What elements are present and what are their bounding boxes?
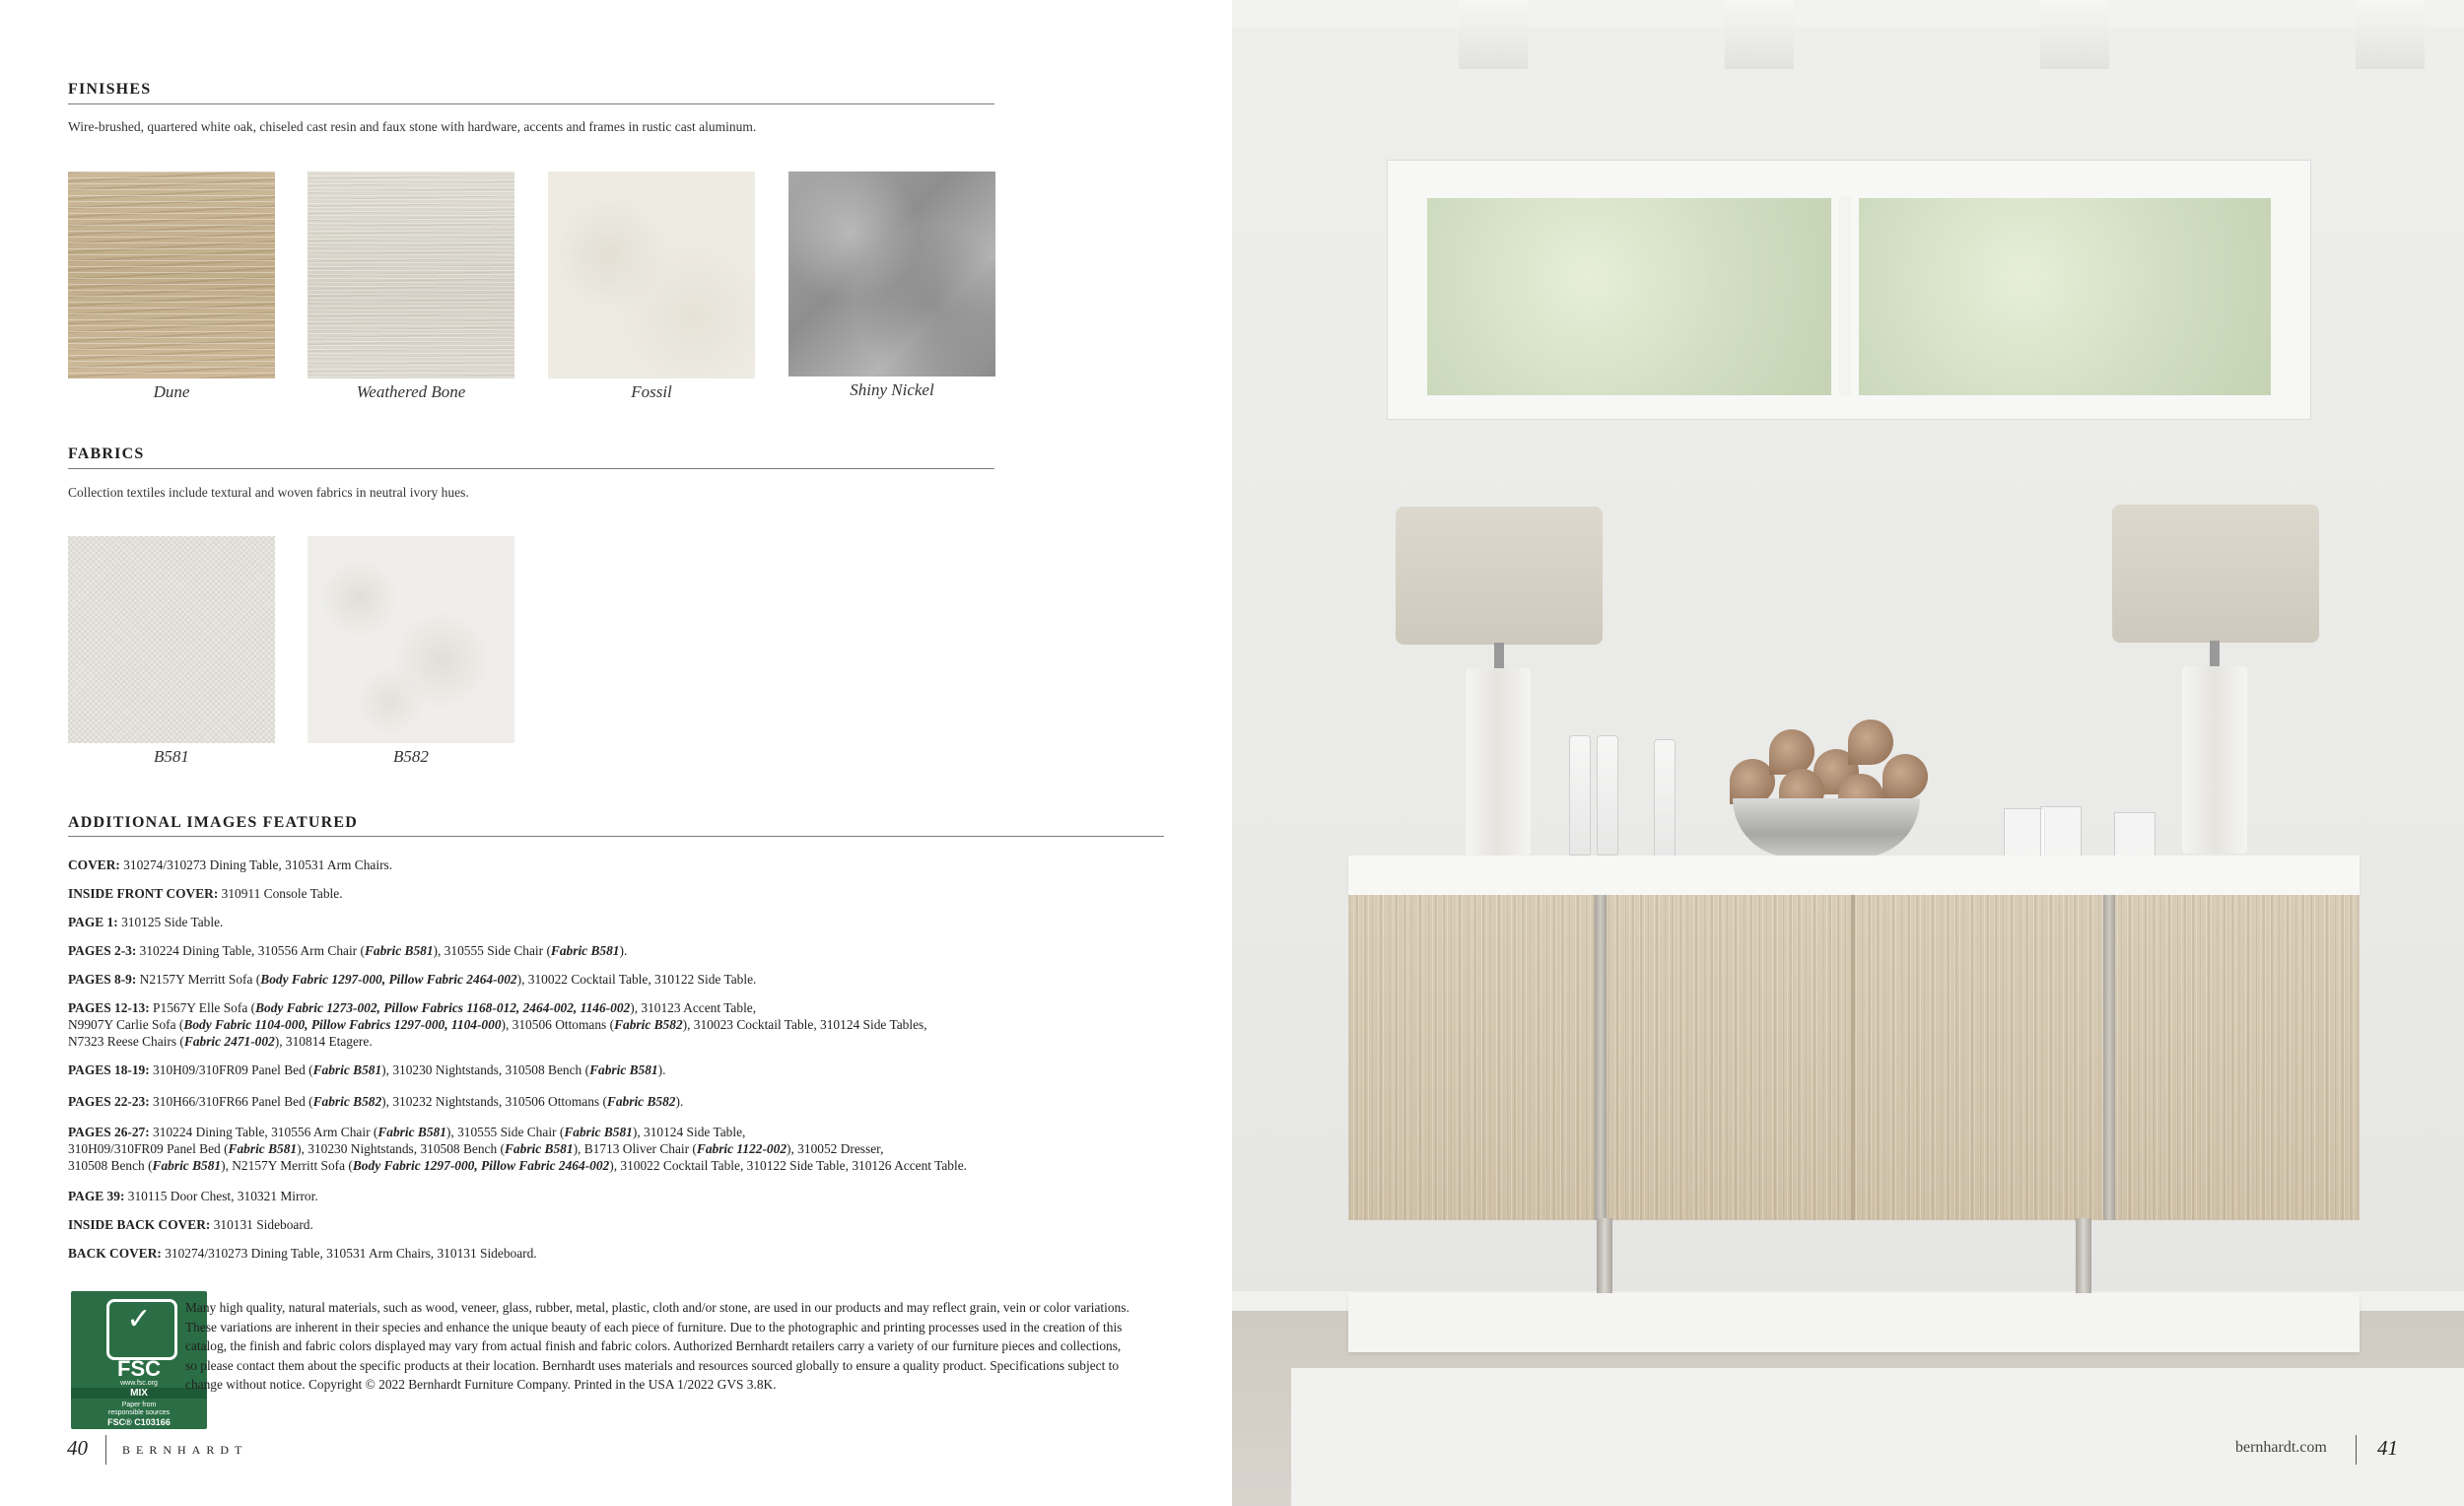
entry-fabric: Fabric B581 [589, 1062, 658, 1077]
entry-text: ), 310023 Cocktail Table, 310124 Side Tables, [682, 1017, 927, 1032]
window-mullion [1839, 196, 1851, 395]
entry-text: 310H09/310FR09 Panel Bed ( [149, 1062, 313, 1077]
swatch-b581 [68, 536, 275, 743]
sideboard-metal-accent [1595, 895, 1607, 1220]
entry-fabric: Fabric B581 [228, 1141, 298, 1156]
feature-entry [68, 1216, 1152, 1233]
fabrics-intro: Collection textiles include textural and woven fabrics in neutral ivory hues. [68, 485, 469, 500]
entry-text: 310274/310273 Dining Table, 310531 Arm Chairs. [119, 857, 393, 872]
entry-text: P1567Y Elle Sofa ( [149, 1000, 256, 1015]
fabrics-rule [68, 468, 994, 469]
entry-fabric: Fabric 2471-002 [183, 1034, 275, 1049]
entry-text: ). [657, 1062, 666, 1077]
swatch-label-shiny-nickel: Shiny Nickel [850, 380, 934, 399]
entry-fabric: Fabric 1122-002 [696, 1141, 787, 1156]
feature-entry [68, 942, 1152, 959]
feature-entry [68, 971, 1152, 988]
fsc-paper [71, 1402, 207, 1417]
finishes-intro: Wire-brushed, quartered white oak, chiseled cast resin and faux stone with hardware, accents and frames in rustic cast aluminum. [68, 119, 757, 134]
sideboard-metal-accent [2103, 895, 2115, 1220]
pod [1769, 729, 1814, 775]
entry-fabric: Fabric B581 [564, 1125, 633, 1139]
entry-text: ), N2157Y Merritt Sofa ( [221, 1158, 353, 1173]
additional-heading: ADDITIONAL IMAGES FEATURED [68, 814, 359, 831]
entry-text: ), 310123 Accent Table, [630, 1000, 757, 1015]
disclaimer: Many high quality, natural materials, such as wood, veneer, glass, rubber, metal, plastic, cloth and/or stone, are used in our products and may reflect grain, vein or color variations. These variations are inherent in their species and enhance the unique beauty of each piece of furniture. Due to the photographic and printing processes used in the creation of this catalog, the finish and fabric colors displayed may vary from actual finish and fabric colors. Authorized Bernhardt retailers carry a variety of our furniture pieces and collections, so please contact them about the specific products at their location. Bernhardt uses materials and resources sourced globally to ensure a quality product. Specifications subject to change without notice. Copyright © 2022 Bernhardt Furniture Company. Printed in the USA 1/2022 GVS 3.8K. [185, 1300, 1129, 1392]
rug [1291, 1368, 2464, 1506]
entry-text: 310911 Console Table. [218, 886, 343, 901]
brand-wordmark: BERNHARDT [122, 1443, 248, 1457]
entry-label: BACK COVER: [68, 1246, 162, 1261]
silver-bowl [1733, 798, 1920, 857]
swatch-label-b581: B581 [154, 747, 189, 766]
entry-text: ), 310230 Nightstands, 310508 Bench ( [297, 1141, 505, 1156]
entry-text: 310274/310273 Dining Table, 310531 Arm Chairs, 310131 Sideboard. [161, 1246, 537, 1261]
entry-text: 310H09/310FR09 Panel Bed ( [68, 1141, 229, 1156]
ceiling-beam [2040, 0, 2109, 69]
finishes-rule [68, 103, 994, 104]
entry-fabric: Fabric B582 [614, 1017, 683, 1032]
entry-text: 310131 Sideboard. [210, 1217, 313, 1232]
lamp-shade [2112, 505, 2319, 643]
pod [1848, 719, 1893, 765]
swatch-shiny-nickel [788, 171, 995, 376]
fsc-web: www.fsc.org [120, 1380, 158, 1387]
tumbler-glass [2040, 806, 2082, 857]
wine-glass [1569, 735, 1591, 856]
sideboard-top [1348, 856, 2360, 895]
entry-label: COVER: [68, 857, 120, 872]
ceiling-beam [1459, 0, 1528, 69]
entry-fabric: Fabric B581 [505, 1141, 574, 1156]
entry-text: N7323 Reese Chairs ( [68, 1034, 184, 1049]
entry-text: ), 310230 Nightstands, 310508 Bench ( [381, 1062, 590, 1077]
pod [1882, 754, 1928, 799]
swatch-weathered-bone [308, 171, 514, 378]
entry-label: PAGE 1: [68, 915, 118, 929]
feature-entry [68, 885, 1152, 902]
entry-fabric: Body Fabric 1297-000, Pillow Fabric 2464-002 [352, 1158, 610, 1173]
entry-label: PAGES 26-27: [68, 1125, 150, 1139]
wine-glass [1654, 739, 1676, 859]
lamp-base [1466, 668, 1531, 856]
lamp-neck [2210, 641, 2220, 666]
fsc-mix: MIX [71, 1388, 207, 1399]
entry-fabric: Body Fabric 1104-000, Pillow Fabrics 1297-000, 1104-000 [183, 1017, 502, 1032]
fsc-checkmark-icon: ✓ [126, 1303, 152, 1335]
sideboard-door-gap [1851, 895, 1855, 1220]
entry-text: ), 310124 Side Table, [632, 1125, 746, 1139]
entry-label: PAGES 2-3: [68, 943, 137, 958]
entry-label: PAGES 22-23: [68, 1094, 150, 1109]
feature-entry [68, 1188, 1152, 1204]
window-pane [1859, 198, 2271, 395]
feature-entry [68, 1124, 1152, 1174]
entry-text: N2157Y Merritt Sofa ( [136, 972, 261, 987]
entry-text: ), 310232 Nightstands, 310506 Ottomans ( [381, 1094, 607, 1109]
ceiling [1232, 0, 2464, 28]
entry-text: ), 310052 Dresser, [787, 1141, 884, 1156]
fsc-paper-line: responsible sources [107, 1409, 171, 1416]
room-photo [1232, 0, 2464, 1506]
entry-text: ), 310022 Cocktail Table, 310122 Side Table. [516, 972, 757, 987]
page-number-left: 40 [67, 1436, 88, 1460]
entry-fabric: Fabric B581 [364, 943, 434, 958]
footer-divider [105, 1435, 106, 1465]
lamp-shade [1396, 507, 1603, 645]
entry-text: ), 310022 Cocktail Table, 310122 Side Table, 310126 Accent Table. [609, 1158, 968, 1173]
sideboard-plinth [1348, 1293, 2360, 1352]
entry-fabric: Body Fabric 1297-000, Pillow Fabric 2464-002 [260, 972, 517, 987]
entry-label: PAGES 8-9: [68, 972, 137, 987]
swatch-b582 [308, 536, 514, 743]
entry-label: PAGE 39: [68, 1189, 125, 1203]
entry-text: ), 310555 Side Chair ( [433, 943, 551, 958]
entry-fabric: Fabric B582 [312, 1094, 382, 1109]
feature-entry [68, 999, 1152, 1050]
entry-text: ), 310506 Ottomans ( [501, 1017, 615, 1032]
swatch-label-fossil: Fossil [631, 382, 672, 401]
feature-entry [68, 1093, 1152, 1110]
feature-entry [68, 914, 1152, 930]
feature-entry [68, 1245, 1152, 1262]
swatch-label-weathered-bone: Weathered Bone [356, 382, 466, 401]
entry-text: 310125 Side Table. [117, 915, 224, 929]
lamp-base [2182, 666, 2247, 854]
lamp-neck [1494, 643, 1504, 668]
entry-text: ), 310814 Etagere. [274, 1034, 373, 1049]
fsc-code: FSC® C103166 [107, 1417, 171, 1427]
entry-text: 310508 Bench ( [68, 1158, 153, 1173]
entry-label: PAGES 18-19: [68, 1062, 150, 1077]
entry-fabric: Fabric B581 [152, 1158, 222, 1173]
tumbler-glass [2004, 808, 2045, 859]
entry-text: ), B1713 Oliver Chair ( [573, 1141, 697, 1156]
feature-entry [68, 1061, 1152, 1078]
entry-text: ). [675, 1094, 684, 1109]
entry-fabric: Fabric B582 [606, 1094, 676, 1109]
entry-fabric: Fabric B581 [550, 943, 620, 958]
fsc-logo-text: FSC [117, 1356, 161, 1381]
entry-label: INSIDE BACK COVER: [68, 1217, 211, 1232]
entry-text: ), 310555 Side Chair ( [445, 1125, 565, 1139]
entry-text: 310224 Dining Table, 310556 Arm Chair ( [149, 1125, 378, 1139]
entry-label: PAGES 12-13: [68, 1000, 150, 1015]
entry-text: 310115 Door Chest, 310321 Mirror. [124, 1189, 318, 1203]
finishes-heading: FINISHES [68, 81, 152, 98]
entry-text: 310H66/310FR66 Panel Bed ( [149, 1094, 313, 1109]
entry-text: 310224 Dining Table, 310556 Arm Chair ( [136, 943, 365, 958]
footer-divider [2356, 1435, 2357, 1465]
ceiling-beam [2356, 0, 2425, 69]
swatch-dune [68, 171, 275, 378]
entry-fabric: Fabric B581 [377, 1125, 446, 1139]
page-number-right: 41 [2377, 1436, 2398, 1460]
swatch-label-dune: Dune [153, 382, 190, 401]
entry-text: N9907Y Carlie Sofa ( [68, 1017, 184, 1032]
entry-fabric: Body Fabric 1273-002, Pillow Fabrics 1168-012, 2464-002, 1146-002 [255, 1000, 631, 1015]
fabrics-heading: FABRICS [68, 445, 145, 462]
ceiling-beam [1725, 0, 1794, 69]
swatch-label-b582: B582 [393, 747, 429, 766]
entry-fabric: Fabric B581 [312, 1062, 382, 1077]
wine-glass [1597, 735, 1618, 856]
swatch-fossil [548, 171, 755, 378]
entry-label: INSIDE FRONT COVER: [68, 886, 219, 901]
entry-text: ). [619, 943, 628, 958]
feature-entry [68, 856, 1152, 873]
window [1387, 160, 2311, 420]
window-pane [1427, 198, 1831, 395]
additional-rule [68, 836, 1164, 837]
fsc-paper-line: Paper from [121, 1402, 157, 1408]
website-url: bernhardt.com [2235, 1439, 2327, 1456]
